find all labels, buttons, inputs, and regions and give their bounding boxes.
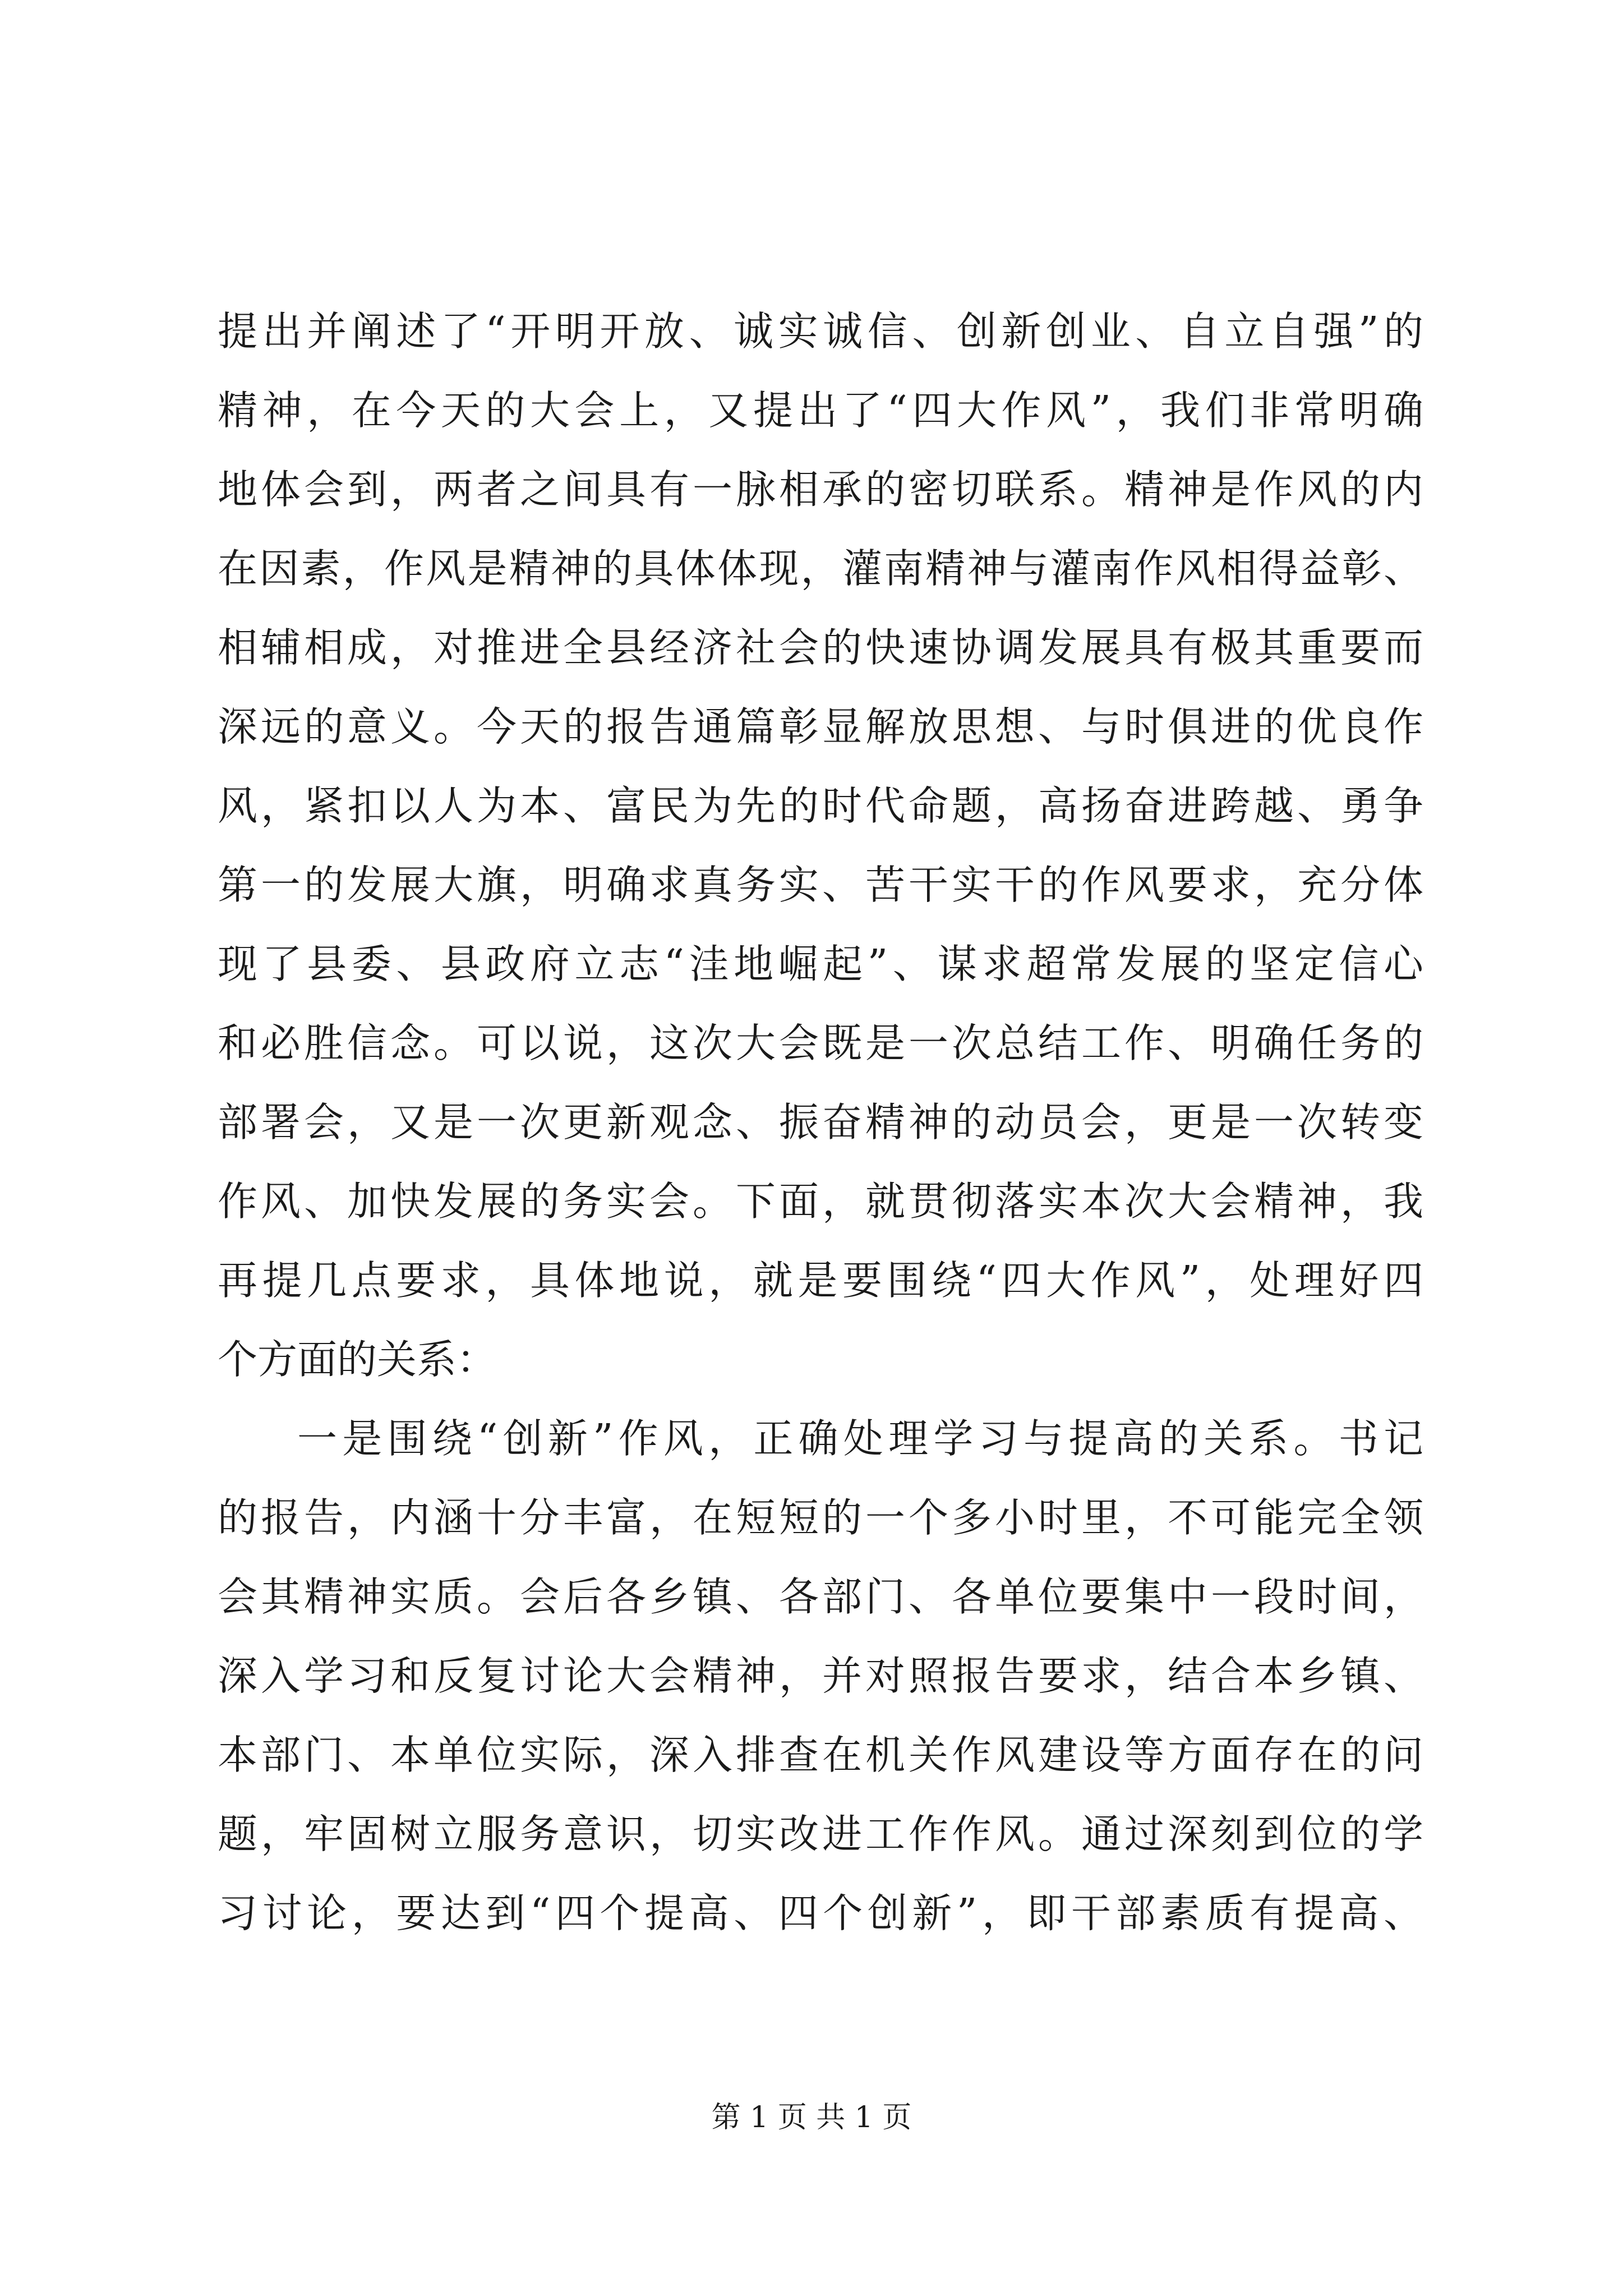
paragraph-1-line-11: 部署会，又是一次更新观念、振奋精神的动员会，更是一次转变 (218, 1099, 1423, 1145)
paragraph-1-line-1: 提出并阐述了“开明开放、诚实诚信、创新创业、自立自强”的 (218, 308, 1423, 355)
document-body (218, 292, 1423, 1953)
paragraph-2-line-3: 会其精神实质。会后各乡镇、各部门、各单位要集中一段时间， (218, 1573, 1423, 1620)
paragraph-2-line-1: 一是围绕“创新”作风，正确处理学习与提高的关系。书记 (297, 1415, 1423, 1462)
paragraph-1-line-7: 风，紧扣以人为本、富民为先的时代命题，高扬奋进跨越、勇争 (218, 783, 1423, 829)
paragraph-1-line-4: 在因素，作风是精神的具体体现，灌南精神与灌南作风相得益彰、 (218, 545, 1423, 592)
paragraph-1-line-14: 个方面的关系： (218, 1336, 497, 1383)
paragraph-2-line-4: 深入学习和反复讨论大会精神，并对照报告要求，结合本乡镇、 (218, 1653, 1423, 1699)
paragraph-1-line-5: 相辅相成，对推进全县经济社会的快速协调发展具有极其重要而 (218, 624, 1423, 671)
paragraph-1-line-13: 再提几点要求，具体地说，就是要围绕“四大作风”，处理好四 (218, 1257, 1423, 1304)
paragraph-1-line-2: 精神，在今天的大会上，又提出了“四大作风”，我们非常明确 (218, 387, 1423, 434)
paragraph-1-line-10: 和必胜信念。可以说，这次大会既是一次总结工作、明确任务的 (218, 1020, 1423, 1066)
paragraph-2-line-5: 本部门、本单位实际，深入排查在机关作风建设等方面存在的问 (218, 1732, 1423, 1778)
paragraph-2-line-2: 的报告，内涵十分丰富，在短短的一个多小时里，不可能完全领 (218, 1494, 1423, 1541)
paragraph-2-line-6: 题，牢固树立服务意识，切实改进工作作风。通过深刻到位的学 (218, 1811, 1423, 1857)
paragraph-1-line-6: 深远的意义。今天的报告通篇彰显解放思想、与时俱进的优良作 (218, 703, 1423, 750)
paragraph-1-line-3: 地体会到，两者之间具有一脉相承的密切联系。精神是作风的内 (218, 466, 1423, 513)
page-number-label: 第 1 页 共 1 页 (711, 2101, 912, 2134)
paragraph-1-line-12: 作风、加快发展的务实会。下面，就贯彻落实本次大会精神，我 (218, 1178, 1423, 1225)
paragraph-1-line-9: 现了县委、县政府立志“洼地崛起”、谋求超常发展的坚定信心 (218, 941, 1423, 987)
paragraph-2-line-7: 习讨论，要达到“四个提高、四个创新”，即干部素质有提高、 (218, 1890, 1423, 1936)
page-footer (0, 2095, 1623, 2140)
paragraph-1-line-8: 第一的发展大旗，明确求真务实、苦干实干的作风要求，充分体 (218, 862, 1423, 908)
